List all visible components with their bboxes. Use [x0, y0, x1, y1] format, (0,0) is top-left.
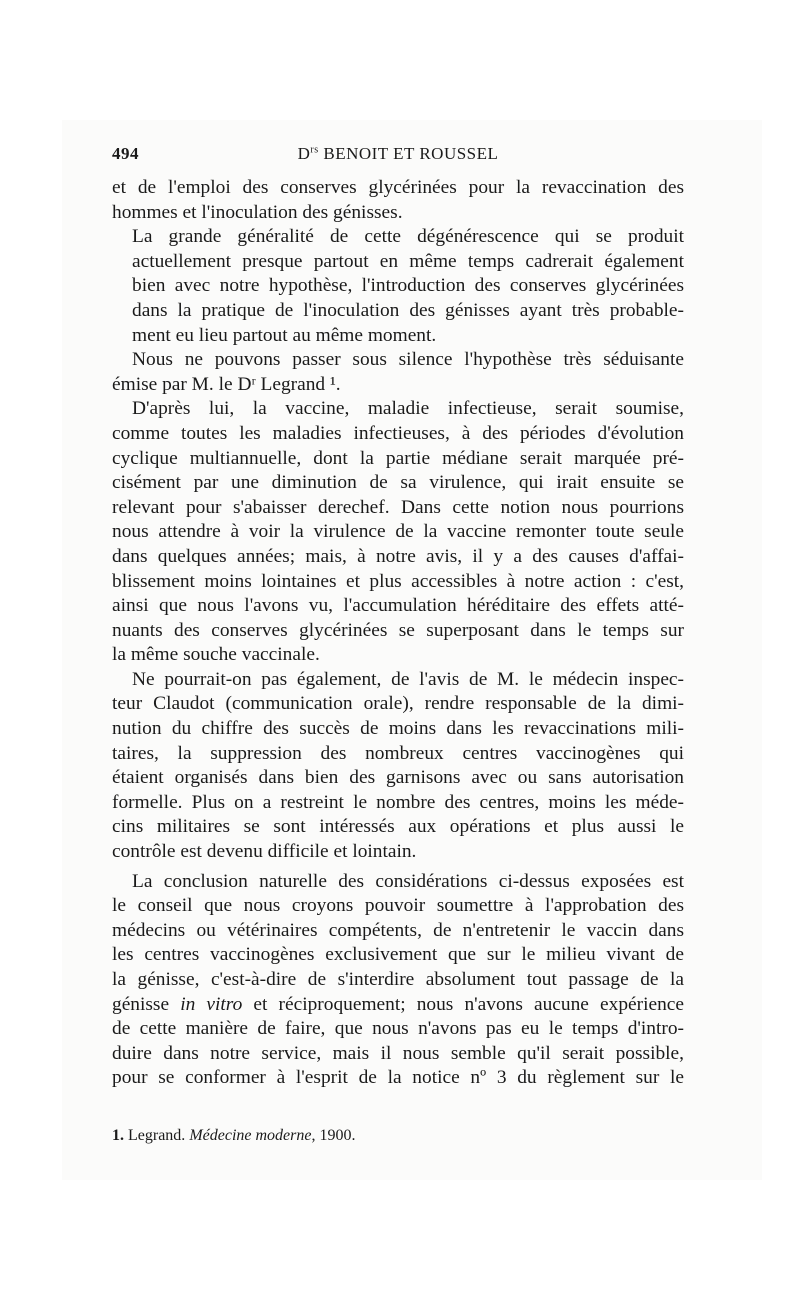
text-line: actuellement presque partout en même temps cadrerait également	[132, 250, 684, 272]
text-line: cyclique multiannuelle, dont la partie médiane serait marquée pré-	[112, 447, 684, 469]
footnote-author: Legrand.	[124, 1127, 190, 1144]
body-text	[112, 176, 684, 1091]
text-line: cisément par une diminution de sa virulence, qui irait ensuite se	[112, 472, 684, 494]
text-line: ment eu lieu partout au même moment.	[132, 324, 437, 346]
text-line: relevant pour s'abaisser derechef. Dans cette notion nous pourrions	[112, 496, 684, 518]
footnote-year: , 1900.	[311, 1127, 356, 1144]
text-line: Nous ne pouvons passer sous silence l'hypothèse très séduisante	[132, 349, 684, 371]
text-line: cins militaires se sont intéressés aux opérations et plus aussi le	[112, 816, 684, 838]
text-line: étaient organisés dans bien des garnisons avec ou sans autorisation	[112, 767, 684, 789]
text-line: les centres vaccinogènes exclusivement que sur le milieu vivant de	[112, 944, 684, 966]
page-header	[112, 140, 684, 170]
text-line: D'après lui, la vaccine, maladie infectieuse, serait soumise,	[132, 398, 684, 420]
text-line: bien avec notre hypothèse, l'introduction des conserves glycérinées	[132, 275, 684, 297]
text-line: nous attendre à voir la virulence de la vaccine remonter toute seule	[112, 521, 684, 543]
paragraph-2	[112, 225, 684, 348]
text-line: contrôle est devenu difficile et lointain.	[112, 841, 417, 863]
text-line: taires, la suppression des nombreux centres vaccinogènes qui	[112, 742, 684, 764]
text-line: médecins ou vétérinaires compétents, de n'entretenir le vaccin dans	[112, 919, 684, 941]
text-line: Ne pourrait-on pas également, de l'avis de M. le médecin inspec-	[132, 668, 684, 690]
text-line: de cette manière de faire, que nous n'avons pas eu le temps d'intro-	[112, 1018, 684, 1040]
text-line: teur Claudot (communication orale), rendre responsable de la dimi-	[112, 693, 684, 715]
text-line: la même souche vaccinale.	[112, 644, 320, 666]
text-line: et de l'emploi des conserves glycérinées pour la revaccination des	[112, 177, 684, 198]
text-line: émise par M. le Dʳ Legrand ¹.	[112, 373, 341, 395]
text-line: duire dans notre service, mais il nous semble qu'il serait possible,	[112, 1042, 684, 1064]
text-line: hommes et l'inoculation des génisses.	[112, 201, 403, 223]
text-line: ainsi que nous l'avons vu, l'accumulation héréditaire des effets atté-	[112, 595, 684, 617]
text-line: dans la pratique de l'inoculation des génisses ayant très probable-	[132, 299, 684, 321]
text-line-italic: génisse in vitro et réciproquement; nous n'avons aucune expérience	[112, 993, 684, 1015]
text-line: blissement moins lointaines et plus accessibles à notre action : c'est,	[112, 570, 684, 592]
footnote-number: 1.	[112, 1127, 124, 1144]
page-number: 494	[112, 144, 139, 163]
paragraph-3	[112, 348, 684, 397]
text-line: La conclusion naturelle des considérations ci-dessus exposées est	[132, 870, 684, 892]
text-line: la génisse, c'est-à-dire de s'interdire absolument tout passage de la	[112, 969, 684, 990]
footnote	[112, 1127, 684, 1145]
paragraph-4	[112, 397, 684, 668]
running-head: $D^{rs}$ BENOIT ET ROUSSEL	[297, 144, 499, 163]
text-line: comme toutes les maladies infectieuses, à des périodes d'évolution	[112, 422, 684, 444]
text-line: nuants des conserves glycérinées se superposant dans le temps sur	[112, 619, 684, 641]
paragraph-5	[112, 668, 684, 865]
footnote-journal: Médecine moderne	[189, 1127, 312, 1144]
paragraph-1	[112, 176, 684, 225]
text-line: nution du chiffre des succès de moins dans les revaccinations mili-	[112, 718, 684, 740]
text-line: dans quelques années; mais, à notre avis, il y a des causes d'affai-	[112, 545, 684, 567]
text-line: formelle. Plus on a restreint le nombre des centres, moins les méde-	[112, 791, 684, 813]
text-line: le conseil que nous croyons pouvoir soumettre à l'approbation des	[112, 895, 684, 917]
text-line: La grande généralité de cette dégénérescence qui se produit	[132, 226, 684, 248]
paragraph-6	[112, 870, 684, 1091]
text-line: pour se conformer à l'esprit de la notice nº 3 du règlement sur le	[112, 1067, 684, 1089]
italic-phrase: in vitro	[180, 993, 243, 1015]
